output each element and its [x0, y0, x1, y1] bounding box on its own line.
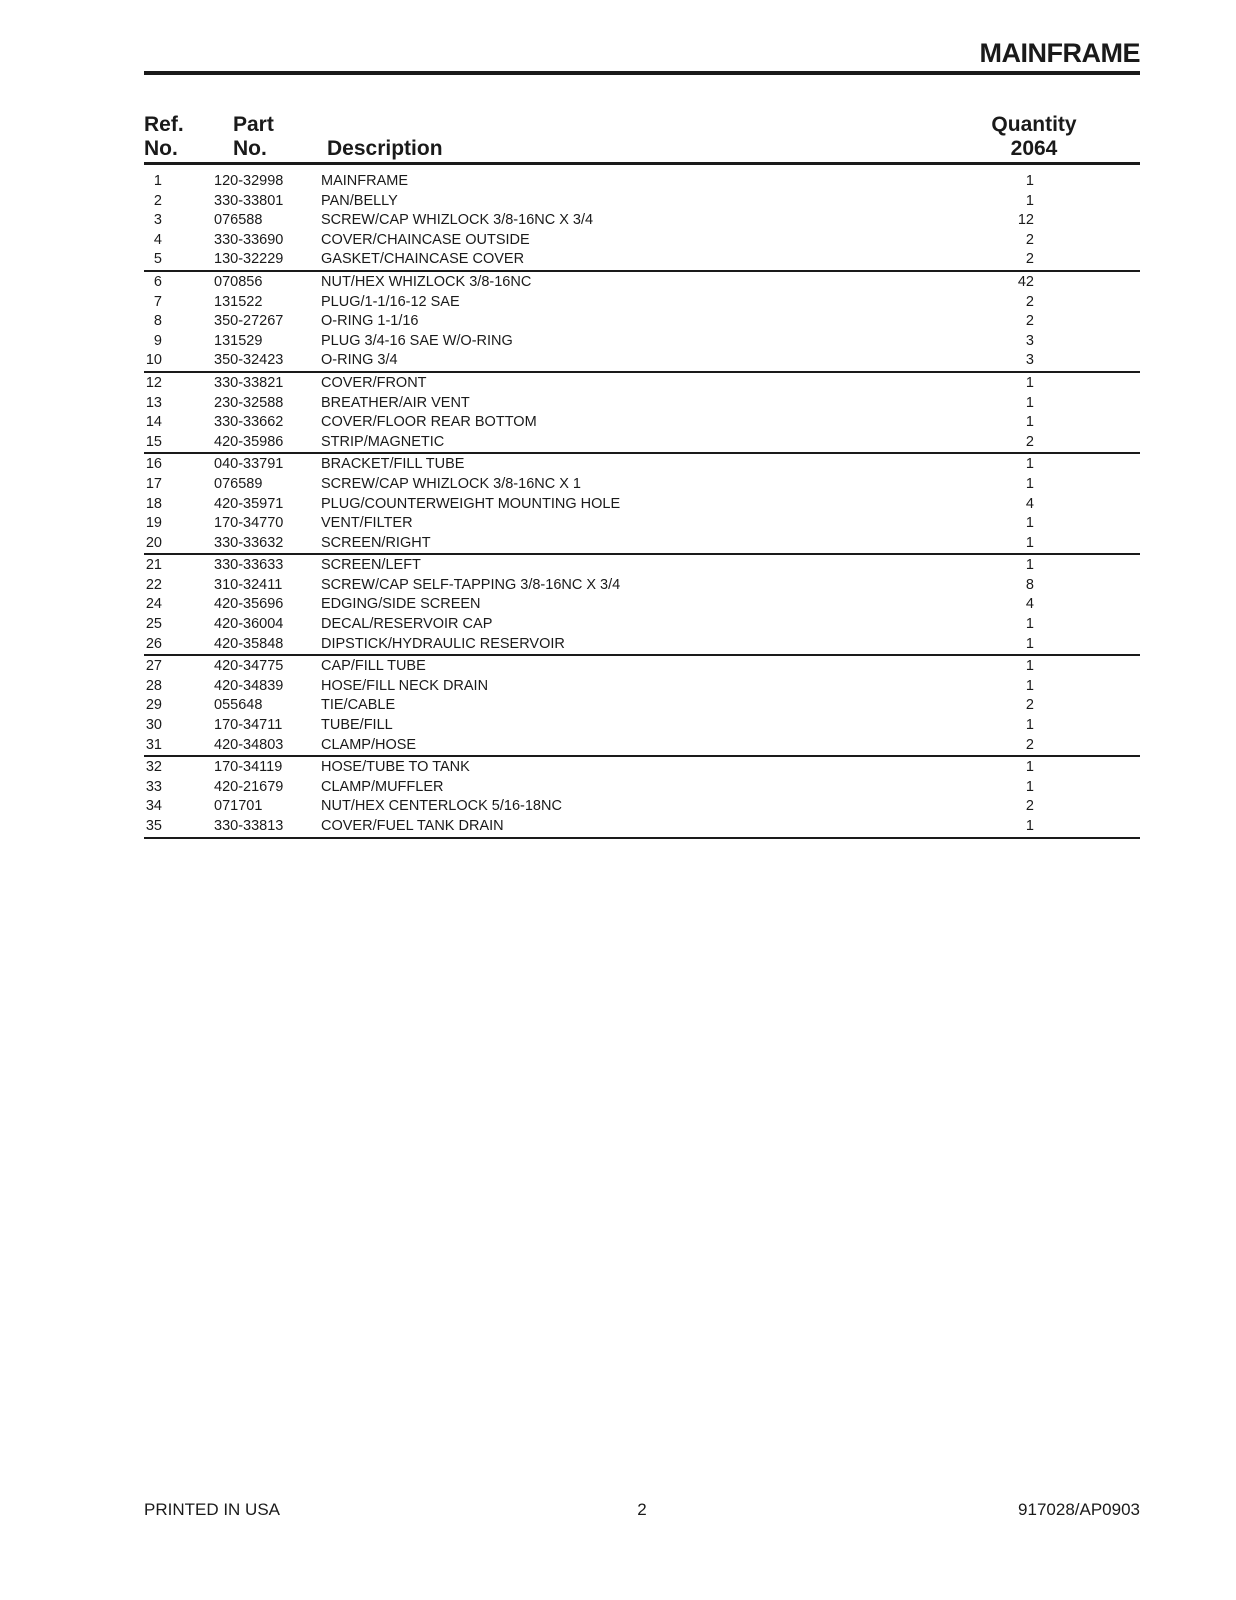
- table-row: [144, 312, 1140, 332]
- ref-no-cell: 33: [145, 778, 162, 795]
- quantity-cell: 2: [1025, 293, 1034, 310]
- quantity-cell: 1: [1025, 515, 1034, 532]
- footer-printed-in: PRINTED IN USA: [144, 1500, 281, 1519]
- ref-no-cell: 28: [145, 677, 162, 694]
- table-row: [144, 797, 1140, 817]
- ref-no-cell: 10: [145, 352, 162, 369]
- ref-no-cell: 25: [145, 616, 162, 633]
- ref-no-cell: 5: [153, 251, 162, 268]
- header-divider: [144, 162, 1140, 165]
- ref-no-cell: 8: [153, 313, 162, 330]
- ref-no-cell: 3: [153, 212, 162, 229]
- ref-no-cell: 34: [145, 798, 162, 815]
- part-no-cell: 130-32229: [214, 251, 284, 268]
- part-no-cell: 420-35696: [214, 596, 284, 613]
- quantity-cell: 2: [1025, 231, 1034, 248]
- parts-group: [144, 758, 1140, 838]
- ref-no-cell: 26: [145, 635, 162, 652]
- table-row: [144, 677, 1140, 697]
- table-row: [144, 231, 1140, 251]
- part-no-cell: 330-33690: [214, 231, 284, 248]
- quantity-cell: 4: [1025, 495, 1034, 512]
- quantity-cell: 1: [1025, 677, 1034, 694]
- part-no-cell: 330-33632: [214, 534, 284, 551]
- parts-group: [144, 172, 1140, 272]
- quantity-cell: 1: [1025, 818, 1034, 834]
- parts-group: [144, 657, 1140, 757]
- description-cell: EDGING/SIDE SCREEN: [321, 596, 481, 613]
- quantity-cell: 1: [1025, 475, 1034, 492]
- table-row: [144, 758, 1140, 778]
- table-row: [144, 172, 1140, 192]
- table-row: [144, 495, 1140, 515]
- part-no-cell: 170-34119: [214, 759, 283, 776]
- description-cell: SCREEN/RIGHT: [321, 534, 431, 551]
- quantity-cell: 1: [1025, 534, 1034, 551]
- ref-no-cell: 1: [153, 173, 162, 189]
- table-row: [144, 817, 1140, 837]
- ref-no-cell: 21: [145, 557, 162, 574]
- quantity-cell: 1: [1025, 759, 1034, 776]
- part-no-cell: 330-33662: [214, 414, 284, 431]
- column-header-ref-no: Ref. No.: [144, 113, 184, 160]
- description-cell: COVER/CHAINCASE OUTSIDE: [321, 231, 530, 248]
- quantity-cell: 1: [1025, 374, 1034, 391]
- table-row: [144, 455, 1140, 475]
- table-row: [144, 394, 1140, 414]
- ref-no-cell: 17: [145, 475, 162, 492]
- description-cell: PLUG/COUNTERWEIGHT MOUNTING HOLE: [321, 495, 621, 512]
- quantity-cell: 2: [1025, 313, 1034, 330]
- table-row: [144, 211, 1140, 231]
- table-row: [144, 374, 1140, 394]
- ref-no-cell: 2: [153, 192, 162, 209]
- ref-no-cell: 4: [153, 231, 162, 248]
- parts-group: [144, 556, 1140, 656]
- parts-group: [144, 374, 1140, 454]
- ref-no-cell: 9: [153, 332, 162, 349]
- table-row: [144, 192, 1140, 212]
- part-no-cell: 420-21679: [214, 778, 284, 795]
- ref-no-cell: 14: [145, 414, 162, 431]
- description-cell: O-RING 1-1/16: [321, 313, 419, 330]
- description-cell: COVER/FUEL TANK DRAIN: [321, 818, 504, 834]
- table-row: [144, 514, 1140, 534]
- description-cell: NUT/HEX WHIZLOCK 3/8-16NC: [321, 273, 532, 290]
- part-no-cell: 420-34775: [214, 658, 284, 675]
- quantity-cell: 4: [1025, 596, 1034, 613]
- description-cell: BREATHER/AIR VENT: [321, 394, 470, 411]
- part-no-cell: 040-33791: [214, 456, 284, 473]
- ref-no-cell: 31: [145, 736, 162, 753]
- description-cell: PAN/BELLY: [321, 192, 398, 209]
- description-cell: O-RING 3/4: [321, 352, 398, 369]
- table-row: [144, 332, 1140, 352]
- description-cell: SCREW/CAP WHIZLOCK 3/8-16NC X 1: [321, 475, 581, 492]
- quantity-cell: 1: [1025, 635, 1034, 652]
- parts-group: [144, 455, 1140, 555]
- table-row: [144, 351, 1140, 371]
- quantity-cell: 2: [1025, 251, 1034, 268]
- description-cell: TIE/CABLE: [321, 697, 396, 714]
- column-header-part-no: Part No.: [233, 113, 274, 160]
- table-row: [144, 413, 1140, 433]
- table-row: [144, 576, 1140, 596]
- ref-no-cell: 6: [153, 273, 162, 290]
- part-no-cell: 330-33821: [214, 374, 284, 391]
- quantity-cell: 1: [1025, 557, 1034, 574]
- part-no-cell: 420-34803: [214, 736, 284, 753]
- part-no-cell: 330-33813: [214, 818, 284, 834]
- table-row: [144, 716, 1140, 736]
- description-cell: SCREEN/LEFT: [321, 557, 421, 574]
- part-no-cell: 310-32411: [214, 576, 283, 593]
- ref-no-cell: 16: [145, 456, 162, 473]
- description-cell: GASKET/CHAINCASE COVER: [321, 251, 525, 268]
- table-row: [144, 475, 1140, 495]
- ref-no-cell: 27: [145, 658, 162, 675]
- quantity-cell: 1: [1025, 394, 1034, 411]
- part-no-cell: 071701: [214, 798, 263, 815]
- description-cell: NUT/HEX CENTERLOCK 5/16-18NC: [321, 798, 562, 815]
- part-no-cell: 330-33801: [214, 192, 284, 209]
- quantity-cell: 42: [1017, 273, 1034, 290]
- quantity-cell: 1: [1025, 192, 1034, 209]
- description-cell: TUBE/FILL: [321, 717, 393, 734]
- description-cell: SCREW/CAP WHIZLOCK 3/8-16NC X 3/4: [321, 212, 594, 229]
- part-no-cell: 330-33633: [214, 557, 284, 574]
- table-row: [144, 778, 1140, 798]
- part-no-cell: 420-35848: [214, 635, 284, 652]
- description-cell: PLUG 3/4-16 SAE W/O-RING: [321, 332, 513, 349]
- part-no-cell: 350-27267: [214, 313, 284, 330]
- part-no-cell: 350-32423: [214, 352, 284, 369]
- quantity-cell: 2: [1025, 433, 1034, 450]
- part-no-cell: 420-35971: [214, 495, 284, 512]
- description-cell: CLAMP/HOSE: [321, 736, 417, 753]
- table-row: [144, 635, 1140, 655]
- quantity-cell: 1: [1025, 414, 1034, 431]
- part-no-cell: 420-36004: [214, 616, 284, 633]
- description-cell: CAP/FILL TUBE: [321, 658, 426, 675]
- description-cell: STRIP/MAGNETIC: [321, 433, 445, 450]
- ref-no-cell: 29: [145, 697, 162, 714]
- title-divider: [144, 71, 1140, 75]
- table-row: [144, 657, 1140, 677]
- description-cell: HOSE/FILL NECK DRAIN: [321, 677, 489, 694]
- ref-no-cell: 22: [145, 576, 162, 593]
- part-no-cell: 230-32588: [214, 394, 284, 411]
- description-cell: COVER/FLOOR REAR BOTTOM: [321, 414, 537, 431]
- quantity-cell: 1: [1025, 658, 1034, 675]
- description-cell: DIPSTICK/HYDRAULIC RESERVOIR: [321, 635, 565, 652]
- quantity-cell: 8: [1025, 576, 1034, 593]
- part-no-cell: 055648: [214, 697, 263, 714]
- table-row: [144, 534, 1140, 554]
- description-cell: DECAL/RESERVOIR CAP: [321, 616, 493, 633]
- part-no-cell: 120-32998: [214, 173, 284, 189]
- table-row: [144, 433, 1140, 453]
- description-cell: VENT/FILTER: [321, 515, 413, 532]
- quantity-cell: 3: [1025, 352, 1034, 369]
- quantity-cell: 1: [1025, 456, 1034, 473]
- page-title: MAINFRAME: [979, 38, 1140, 68]
- part-no-cell: 070856: [214, 273, 263, 290]
- table-row: [144, 556, 1140, 576]
- quantity-cell: 2: [1025, 798, 1034, 815]
- column-header-description: Description: [327, 137, 443, 160]
- column-header-quantity: Quantity 2064: [991, 113, 1077, 160]
- ref-no-cell: 18: [145, 495, 162, 512]
- ref-no-cell: 12: [145, 374, 162, 391]
- part-no-cell: 420-35986: [214, 433, 284, 450]
- description-cell: SCREW/CAP SELF-TAPPING 3/8-16NC X 3/4: [321, 576, 621, 593]
- table-row: [144, 273, 1140, 293]
- quantity-cell: 1: [1025, 778, 1034, 795]
- part-no-cell: 170-34770: [214, 515, 284, 532]
- ref-no-cell: 7: [153, 293, 162, 310]
- ref-no-cell: 35: [145, 818, 162, 834]
- table-row: [144, 250, 1140, 270]
- part-no-cell: 076588: [214, 212, 263, 229]
- part-no-cell: 076589: [214, 475, 263, 492]
- description-cell: CLAMP/MUFFLER: [321, 778, 444, 795]
- description-cell: COVER/FRONT: [321, 374, 427, 391]
- table-row: [144, 736, 1140, 756]
- ref-no-cell: 13: [145, 394, 162, 411]
- description-cell: BRACKET/FILL TUBE: [321, 456, 465, 473]
- parts-table: [144, 172, 1140, 840]
- quantity-cell: 2: [1025, 697, 1034, 714]
- ref-no-cell: 15: [145, 433, 162, 450]
- ref-no-cell: 20: [145, 534, 162, 551]
- table-row: [144, 615, 1140, 635]
- description-cell: PLUG/1-1/16-12 SAE: [321, 293, 460, 310]
- quantity-cell: 3: [1025, 332, 1034, 349]
- ref-no-cell: 24: [145, 596, 162, 613]
- footer-document-code: 917028/AP0903: [1018, 1500, 1140, 1519]
- ref-no-cell: 32: [145, 759, 162, 776]
- ref-no-cell: 19: [145, 515, 162, 532]
- parts-group: [144, 273, 1140, 373]
- part-no-cell: 131522: [214, 293, 263, 310]
- part-no-cell: 170-34711: [214, 717, 283, 734]
- table-row: [144, 595, 1140, 615]
- description-cell: HOSE/TUBE TO TANK: [321, 759, 470, 776]
- footer-page-number: 2: [637, 1500, 647, 1519]
- part-no-cell: 131529: [214, 332, 263, 349]
- part-no-cell: 420-34839: [214, 677, 284, 694]
- quantity-cell: 1: [1025, 717, 1034, 734]
- quantity-cell: 2: [1025, 736, 1034, 753]
- table-row: [144, 696, 1140, 716]
- quantity-cell: 12: [1017, 212, 1034, 229]
- description-cell: MAINFRAME: [321, 173, 408, 189]
- quantity-cell: 1: [1025, 616, 1034, 633]
- ref-no-cell: 30: [145, 717, 162, 734]
- table-row: [144, 293, 1140, 313]
- quantity-cell: 1: [1025, 173, 1034, 189]
